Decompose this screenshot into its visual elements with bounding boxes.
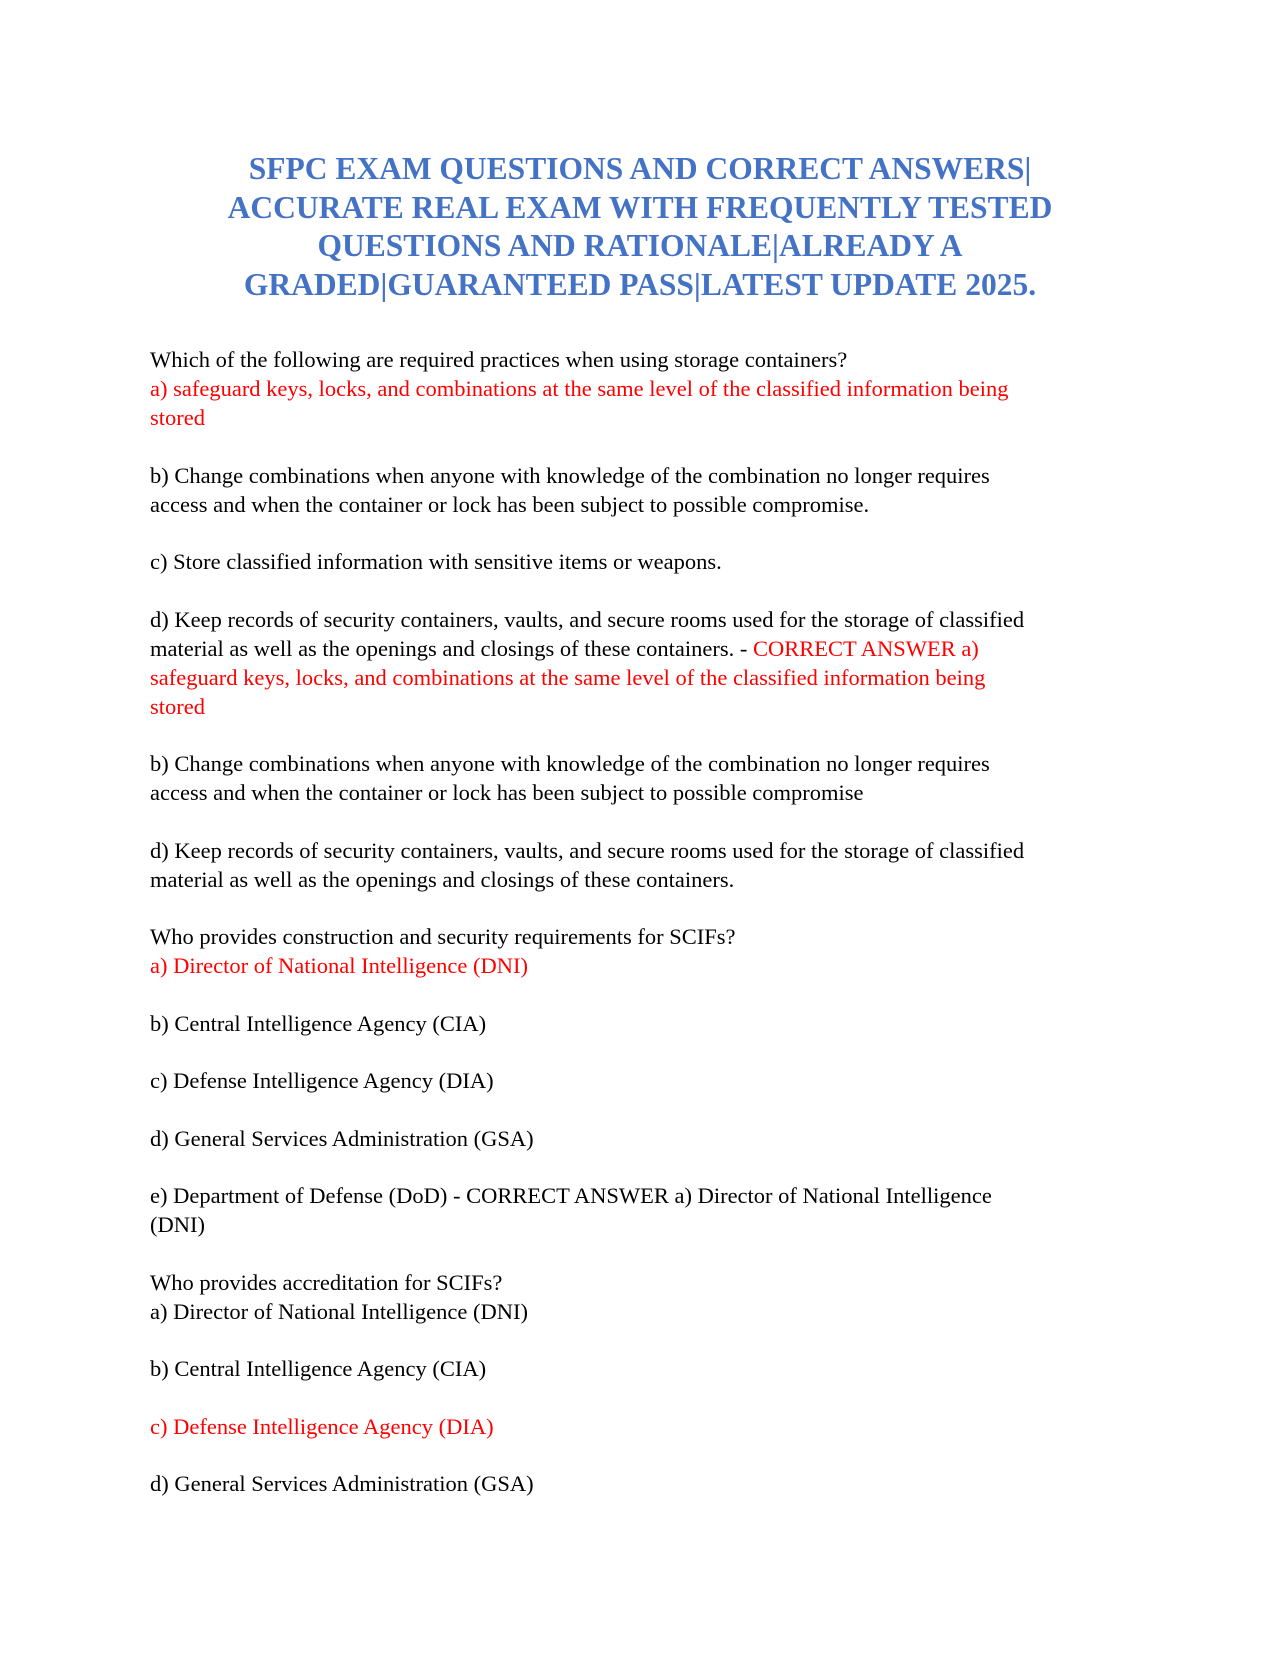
option-d: d) General Services Administration (GSA) — [150, 1471, 534, 1496]
correct-answer-b: b) Change combinations when anyone with knowledge of the combination no longer requires — [150, 751, 990, 776]
title-line: SFPC EXAM QUESTIONS AND CORRECT ANSWERS| — [248, 151, 1032, 186]
option-b-cont: access and when the container or lock has been subject to possible compromise. — [150, 491, 870, 517]
option-b: b) Change combinations when anyone with knowledge of the combination no longer requires — [150, 462, 990, 488]
question-text: Which of the following are required practices when using storage containers? — [150, 347, 848, 372]
option-c: c) Store classified information with sensitive items or weapons. — [150, 549, 722, 574]
correct-answer-d-cont: material as well as the openings and closings of these containers. — [150, 866, 735, 892]
option-a: a) Director of National Intelligence (DNI) — [150, 1298, 528, 1324]
question-block-1 — [150, 345, 1160, 894]
option-b: b) Central Intelligence Agency (CIA) — [150, 1010, 487, 1036]
title-line: QUESTIONS AND RATIONALE|ALREADY A — [317, 228, 963, 263]
document-body — [150, 345, 1160, 1498]
correct-answer-a-cont: stored — [150, 693, 205, 719]
option-e-cont: (DNI) — [150, 1212, 205, 1237]
option-e: e) Department of Defense (DoD) - CORRECT ANSWER a) Director of National Intelligence — [150, 1183, 992, 1208]
option-d-cont — [150, 634, 1160, 663]
option-c: c) Defense Intelligence Agency (DIA) — [150, 1068, 494, 1093]
title-line: GRADED|GUARANTEED PASS|LATEST UPDATE 2025. — [243, 266, 1037, 302]
correct-answer-b-cont: access and when the container or lock has been subject to possible compromise — [150, 780, 864, 805]
highlighted-option-a: a) Director of National Intelligence (DNI) — [150, 953, 528, 978]
option-d: d) Keep records of security containers, vaults, and secure rooms used for the storage of classified — [150, 606, 1025, 632]
correct-answer-label: CORRECT ANSWER a) — [752, 635, 979, 661]
document-title — [150, 150, 1130, 304]
option-d-text: material as well as the openings and closings of these containers. - — [150, 635, 753, 661]
question-text: Who provides construction and security requirements for SCIFs? — [150, 924, 736, 949]
highlighted-option-c: c) Defense Intelligence Agency (DIA) — [150, 1413, 494, 1439]
highlighted-option-a-cont: stored — [150, 405, 205, 430]
title-line: ACCURATE REAL EXAM WITH FREQUENTLY TESTED — [227, 189, 1053, 225]
option-d: d) General Services Administration (GSA) — [150, 1125, 534, 1151]
question-block-3 — [150, 1268, 1160, 1499]
correct-answer-d: d) Keep records of security containers, vaults, and secure rooms used for the storage of classified — [150, 837, 1025, 863]
option-b: b) Central Intelligence Agency (CIA) — [150, 1356, 487, 1381]
question-block-2 — [150, 922, 1160, 1239]
correct-answer-a: safeguard keys, locks, and combinations at the same level of the classified information being — [150, 664, 986, 690]
highlighted-option-a: a) safeguard keys, locks, and combinations at the same level of the classified information being — [150, 376, 1009, 401]
question-text: Who provides accreditation for SCIFs? — [150, 1269, 503, 1295]
